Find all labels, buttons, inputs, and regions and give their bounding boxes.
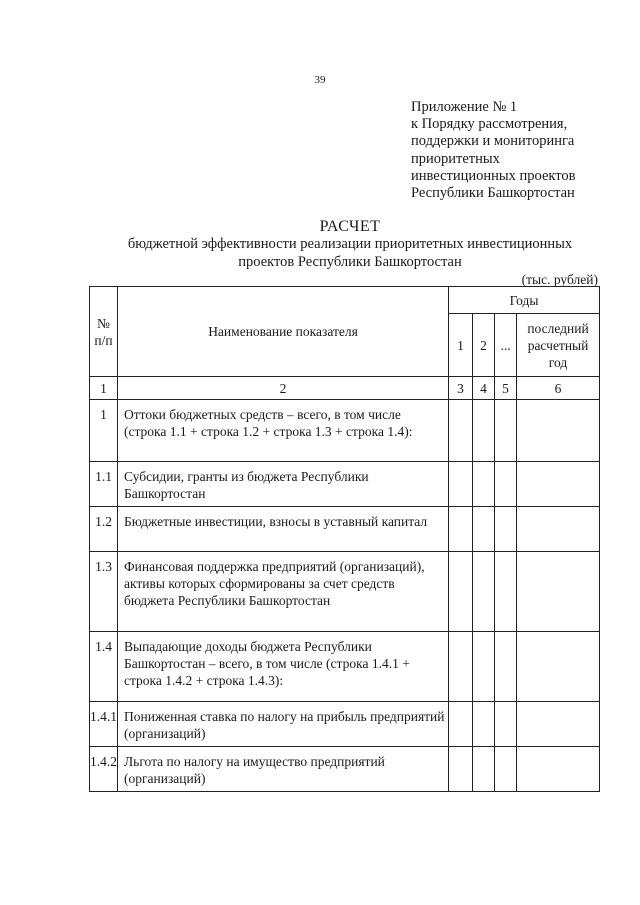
row-name: Пониженная ставка по налогу на прибыль предприятий (организаций): [118, 702, 449, 747]
value-cell: [473, 552, 495, 632]
table-row: [90, 747, 600, 792]
table-row: [90, 702, 600, 747]
row-name: Оттоки бюджетных средств – всего, в том числе (строка 1.1 + строка 1.2 + строка 1.3 + строка 1.4):: [118, 400, 449, 462]
value-cell: [473, 702, 495, 747]
value-cell: [449, 632, 473, 702]
value-cell: [495, 462, 517, 507]
table-row: [90, 400, 600, 462]
header-years: Годы: [449, 287, 600, 314]
value-cell: [473, 632, 495, 702]
index-cell: 4: [473, 377, 495, 400]
row-name: Льгота по налогу на имущество предприятий (организаций): [118, 747, 449, 792]
value-cell: [473, 507, 495, 552]
value-cell: [449, 507, 473, 552]
header-year-last: последний расчетный год: [517, 314, 600, 377]
appendix-line: инвестиционных проектов: [411, 167, 576, 184]
row-name: Бюджетные инвестиции, взносы в уставный капитал: [118, 507, 449, 552]
row-name: Финансовая поддержка предприятий (организаций), активы которых сформированы за счет средств бюджета Республики Башкортостан: [118, 552, 449, 632]
appendix-line: Республики Башкортостан: [411, 185, 575, 202]
index-cell: 3: [449, 377, 473, 400]
value-cell: [495, 702, 517, 747]
value-cell: [473, 747, 495, 792]
value-cell: [495, 507, 517, 552]
value-cell: [473, 400, 495, 462]
value-cell: [495, 400, 517, 462]
value-cell: [449, 462, 473, 507]
header-name: Наименование показателя: [118, 287, 449, 377]
index-cell: 2: [118, 377, 449, 400]
header-year-ellipsis: ...: [495, 314, 517, 377]
appendix-line: Приложение № 1: [411, 99, 518, 115]
index-cell: 1: [90, 377, 118, 400]
row-num: 1.1: [90, 462, 118, 507]
row-num: 1: [90, 400, 118, 462]
document-subtitle: бюджетной эффективности реализации приоритетных инвестиционных проектов Республики Башкортостан: [127, 236, 573, 270]
row-num: 1.4.2: [90, 747, 118, 792]
header-year-1: 1: [449, 314, 473, 377]
page-number: 39: [314, 74, 326, 86]
budget-efficiency-table: [89, 286, 600, 792]
value-cell: [449, 400, 473, 462]
table-row: [90, 507, 600, 552]
table-row: [90, 462, 600, 507]
row-name: Выпадающие доходы бюджета Республики Башкортостан – всего, в том числе (строка 1.4.1 + строка 1.4.2 + строка 1.4.3):: [118, 632, 449, 702]
value-cell: [517, 400, 600, 462]
value-cell: [449, 702, 473, 747]
value-cell: [517, 462, 600, 507]
document-title: РАСЧЕТ: [319, 218, 381, 235]
value-cell: [495, 552, 517, 632]
value-cell: [449, 747, 473, 792]
row-num: 1.4: [90, 632, 118, 702]
row-num: 1.3: [90, 552, 118, 632]
row-num: 1.2: [90, 507, 118, 552]
appendix-line: приоритетных: [411, 150, 500, 167]
value-cell: [517, 702, 600, 747]
value-cell: [473, 462, 495, 507]
value-cell: [495, 632, 517, 702]
value-cell: [449, 552, 473, 632]
header-year-2: 2: [473, 314, 495, 377]
row-name: Субсидии, гранты из бюджета Республики Башкортостан: [118, 462, 449, 507]
value-cell: [517, 507, 600, 552]
value-cell: [517, 552, 600, 632]
index-cell: 5: [495, 377, 517, 400]
index-cell: 6: [517, 377, 600, 400]
index-row: [90, 377, 600, 400]
table-row: [90, 552, 600, 632]
value-cell: [495, 747, 517, 792]
units-note: (тыс. рублей): [521, 272, 598, 287]
appendix-note: [411, 99, 631, 202]
row-num: 1.4.1: [90, 702, 118, 747]
appendix-line: поддержки и мониторинга: [411, 133, 575, 150]
header-num: № п/п: [90, 287, 118, 377]
appendix-line: к Порядку рассмотрения,: [411, 116, 568, 133]
value-cell: [517, 747, 600, 792]
value-cell: [517, 632, 600, 702]
table-row: [90, 632, 600, 702]
